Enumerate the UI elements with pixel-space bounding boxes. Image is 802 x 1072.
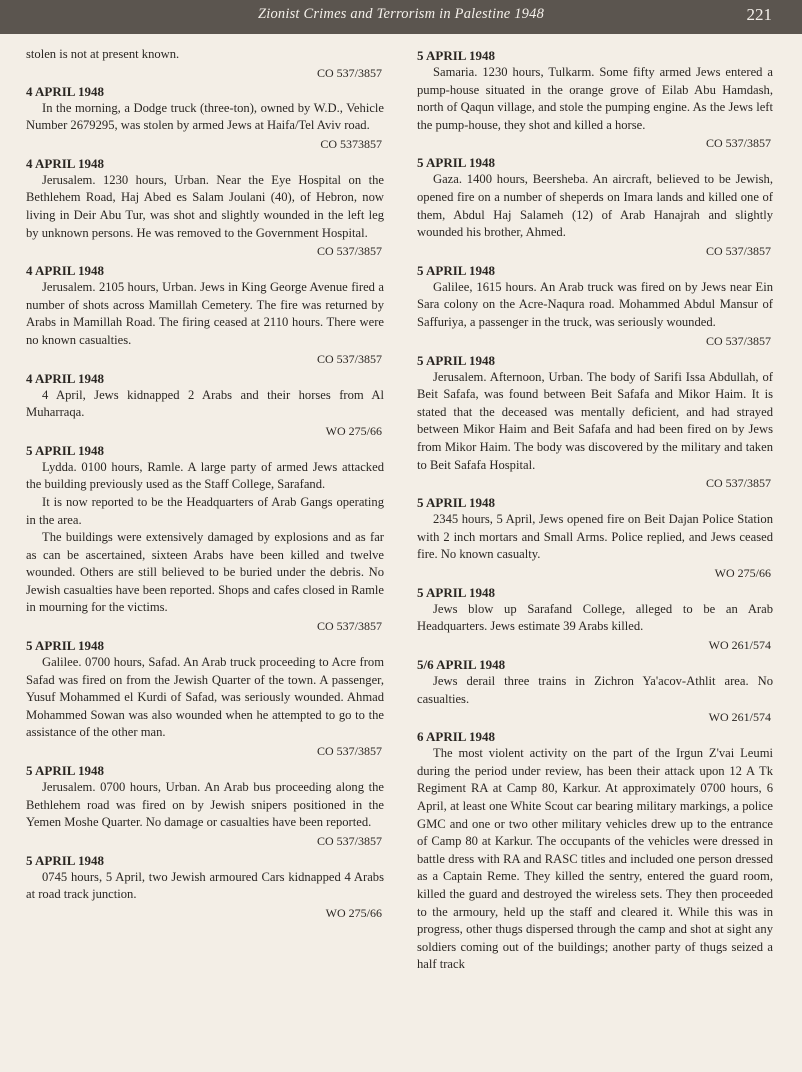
entry-date: 4 APRIL 1948 bbox=[26, 83, 105, 99]
left-column bbox=[26, 46, 384, 924]
entry-paragraph: 0745 hours, 5 April, two Jewish armoured Cars kidnapped 4 Arabs at road track junction. bbox=[26, 869, 384, 902]
entry-paragraph: Jerusalem. 1230 hours, Urban. Near the Eye Hospital on the Bethlehem Road, Haj Abed es Salam Joulani (40), of Hebron, now living in Deir Abu Tur, was shot and slightly wounded in the left leg by unknown persons. He was removed to the Government Hospital. bbox=[26, 172, 384, 240]
entry-paragraph: Jerusalem. Afternoon, Urban. The body of Sarifi Issa Abdullah, of Beit Safafa, was found between Beit Safafa and Mikor Haim. It is stated that the deceased was mentally deficient, and had strayed between Mikor Haim and Beit Safafa and had been fired on by Jews from Mikor Haim. The body was discovered by the military and taken to Beit Safafa Hospital. bbox=[417, 369, 773, 472]
log-entry bbox=[417, 154, 773, 259]
entry-date: 5 APRIL 1948 bbox=[26, 852, 105, 868]
entry-date: 5 APRIL 1948 bbox=[417, 155, 496, 171]
entry-reference: CO 537/3857 bbox=[316, 244, 382, 259]
log-entry bbox=[26, 762, 384, 850]
log-entry bbox=[26, 370, 384, 440]
entry-paragraph: Lydda. 0100 hours, Ramle. A large party of armed Jews attacked the building previously used as the Staff College, Sarafand. bbox=[26, 459, 384, 492]
continuation-text: stolen is not at present known. bbox=[26, 47, 180, 61]
entry-date: 5 APRIL 1948 bbox=[26, 638, 105, 654]
entry-paragraph: Jerusalem. 0700 hours, Urban. An Arab bus proceeding along the Bethlehem road was fired on by Jewish snipers positioned in the Yemen Moshe Quarter. No damage or casualties have been reported. bbox=[26, 780, 384, 830]
entry-reference: CO 537/3857 bbox=[705, 136, 771, 151]
entry-paragraph: It is now reported to be the Headquarters of Arab Gangs operating in the area. bbox=[26, 494, 384, 527]
entry-reference: WO 275/66 bbox=[325, 906, 382, 920]
entry-paragraph: The buildings were extensively damaged by explosions and as far as can be ascertained, sixteen Arabs have been killed and twelve wounded. Others are still believed to be buried under the debris. No Jewish casualties have been reported. Shops and cafes closed in Ramle in mourning for the victims. bbox=[26, 530, 384, 615]
entry-reference: CO 537/3857 bbox=[316, 833, 382, 848]
entry-reference: CO 537/3857 bbox=[705, 476, 771, 491]
entry-reference: WO 261/574 bbox=[708, 710, 771, 725]
log-entry bbox=[417, 656, 773, 726]
left-entries bbox=[26, 83, 384, 922]
entry-reference: CO 537/3857 bbox=[316, 619, 382, 634]
log-entry bbox=[26, 442, 384, 635]
entry-date: 6 APRIL 1948 bbox=[417, 729, 496, 745]
log-entry bbox=[417, 262, 773, 350]
log-entry bbox=[26, 637, 384, 760]
page-number: 221 bbox=[746, 5, 772, 24]
continuation-reference: CO 537/3857 bbox=[316, 65, 382, 80]
log-entry bbox=[26, 262, 384, 367]
entry-reference: WO 275/66 bbox=[325, 423, 382, 438]
entry-paragraph: Galilee, 1615 hours. An Arab truck was fired on by Jews near Ein Sara colony on the Acre-Naqura road. Mohammed Abdul Mansur of Saffuriya, a passenger in the truck, was seriously wounded. bbox=[417, 279, 773, 329]
entry-paragraph: Jerusalem. 2105 hours, Urban. Jews in King George Avenue fired a number of shots across Mamillah Cemetery. The fire was returned by Arabs in Mamillah Road. The firing ceased at 2110 hours. There were no known casualties. bbox=[26, 280, 384, 347]
entry-paragraph: 2345 hours, 5 April, Jews opened fire on Beit Dajan Police Station with 2 inch mortars and Small Arms. Police replied, and Jews ceased fire. No known casualty. bbox=[417, 512, 773, 562]
running-header bbox=[0, 0, 802, 34]
log-entry bbox=[417, 47, 773, 152]
log-entry bbox=[417, 494, 773, 582]
entry-paragraph: Galilee. 0700 hours, Safad. An Arab truck proceeding to Acre from Safad was fired on from the Jewish Quarter of the town. A passenger, Yusuf Mohammed el Kurdi of Safad, was seriously wounded. Ahmad Mohammed Sowan was also wounded when he attempted to go to the assistance of the other man. bbox=[26, 655, 384, 740]
right-entries bbox=[417, 47, 773, 974]
entry-reference: CO 537/3857 bbox=[316, 744, 382, 759]
entry-date: 4 APRIL 1948 bbox=[26, 155, 105, 171]
entry-reference: CO 537/3857 bbox=[316, 351, 382, 366]
entry-date: 5 APRIL 1948 bbox=[26, 442, 105, 458]
entry-date: 5 APRIL 1948 bbox=[417, 352, 496, 368]
entry-date: 5 APRIL 1948 bbox=[417, 262, 496, 278]
entry-date: 5 APRIL 1948 bbox=[417, 584, 496, 600]
entry-paragraph: Jews derail three trains in Zichron Ya'acov-Athlit area. No casualties. bbox=[417, 674, 773, 706]
entry-date: 5/6 APRIL 1948 bbox=[417, 657, 506, 673]
entry-paragraph: The most violent activity on the part of the Irgun Z'vai Leumi during the period under review, has been their attack upon 12 A Tk Regiment RA at Camp 80, Karkur. At approximately 0700 hours, 6 April, at least one White Scout car bearing military markings, a police GMC and one or two other military vehicles drew up to the entrance of Camp 80 at Karkur. The occupants of the vehicles were dressed in battle dress with RA and RASC titles and included one person dressed as a Captain Reme. They killed the sentry, entered the guard room, killed the guard and destroyed the wireless sets. They then proceeded to the armoury, held up the staff and cleared it. While this was in progress, other thugs dispersed through the camp and shot at sight any soldiers coming out of the buildings; another party of thugs seized a half track bbox=[417, 746, 773, 972]
log-entry bbox=[417, 352, 773, 493]
log-entry bbox=[417, 728, 773, 974]
log-entry bbox=[26, 852, 384, 922]
header-title: Zionist Crimes and Terrorism in Palestine 1948 bbox=[257, 6, 545, 22]
entry-paragraph: 4 April, Jews kidnapped 2 Arabs and their horses from Al Muharraqa. bbox=[26, 387, 384, 420]
entry-paragraph: Jews blow up Sarafand College, alleged to be an Arab Headquarters. Jews estimate 39 Arabs killed. bbox=[417, 601, 773, 634]
entry-reference: WO 275/66 bbox=[714, 565, 771, 580]
entry-reference: CO 5373857 bbox=[320, 136, 382, 151]
entry-date: 4 APRIL 1948 bbox=[26, 263, 105, 279]
entry-date: 4 APRIL 1948 bbox=[26, 370, 105, 386]
entry-date: 5 APRIL 1948 bbox=[417, 495, 496, 511]
entry-date: 5 APRIL 1948 bbox=[26, 763, 105, 779]
log-entry bbox=[417, 584, 773, 654]
entry-date: 5 APRIL 1948 bbox=[417, 48, 496, 63]
entry-reference: CO 537/3857 bbox=[705, 333, 771, 348]
log-entry bbox=[26, 155, 384, 260]
entry-paragraph: Samaria. 1230 hours, Tulkarm. Some fifty armed Jews entered a pump-house situated in the orange grove of Eilab Abu Hamdash, north of Qaqun village, and stole the pumping engine. As the Jews left the pump-house, they shot and killed a horse. bbox=[417, 65, 773, 132]
entry-paragraph: Gaza. 1400 hours, Beersheba. An aircraft, believed to be Jewish, opened fire on a number of sheperds on Imara lands and killed one of them, Abdul Haj Salameh (12) of Arab Hanajrah and slightly wounded his brother, Ahmed. bbox=[417, 172, 773, 240]
entry-reference: CO 537/3857 bbox=[705, 243, 771, 258]
right-column bbox=[417, 46, 773, 976]
log-entry bbox=[26, 83, 384, 153]
entry-paragraph: In the morning, a Dodge truck (three-ton), owned by W.D., Vehicle Number 2679295, was stolen by armed Jews at Haifa/Tel Aviv road. bbox=[26, 100, 384, 133]
entry-reference: WO 261/574 bbox=[708, 638, 771, 653]
